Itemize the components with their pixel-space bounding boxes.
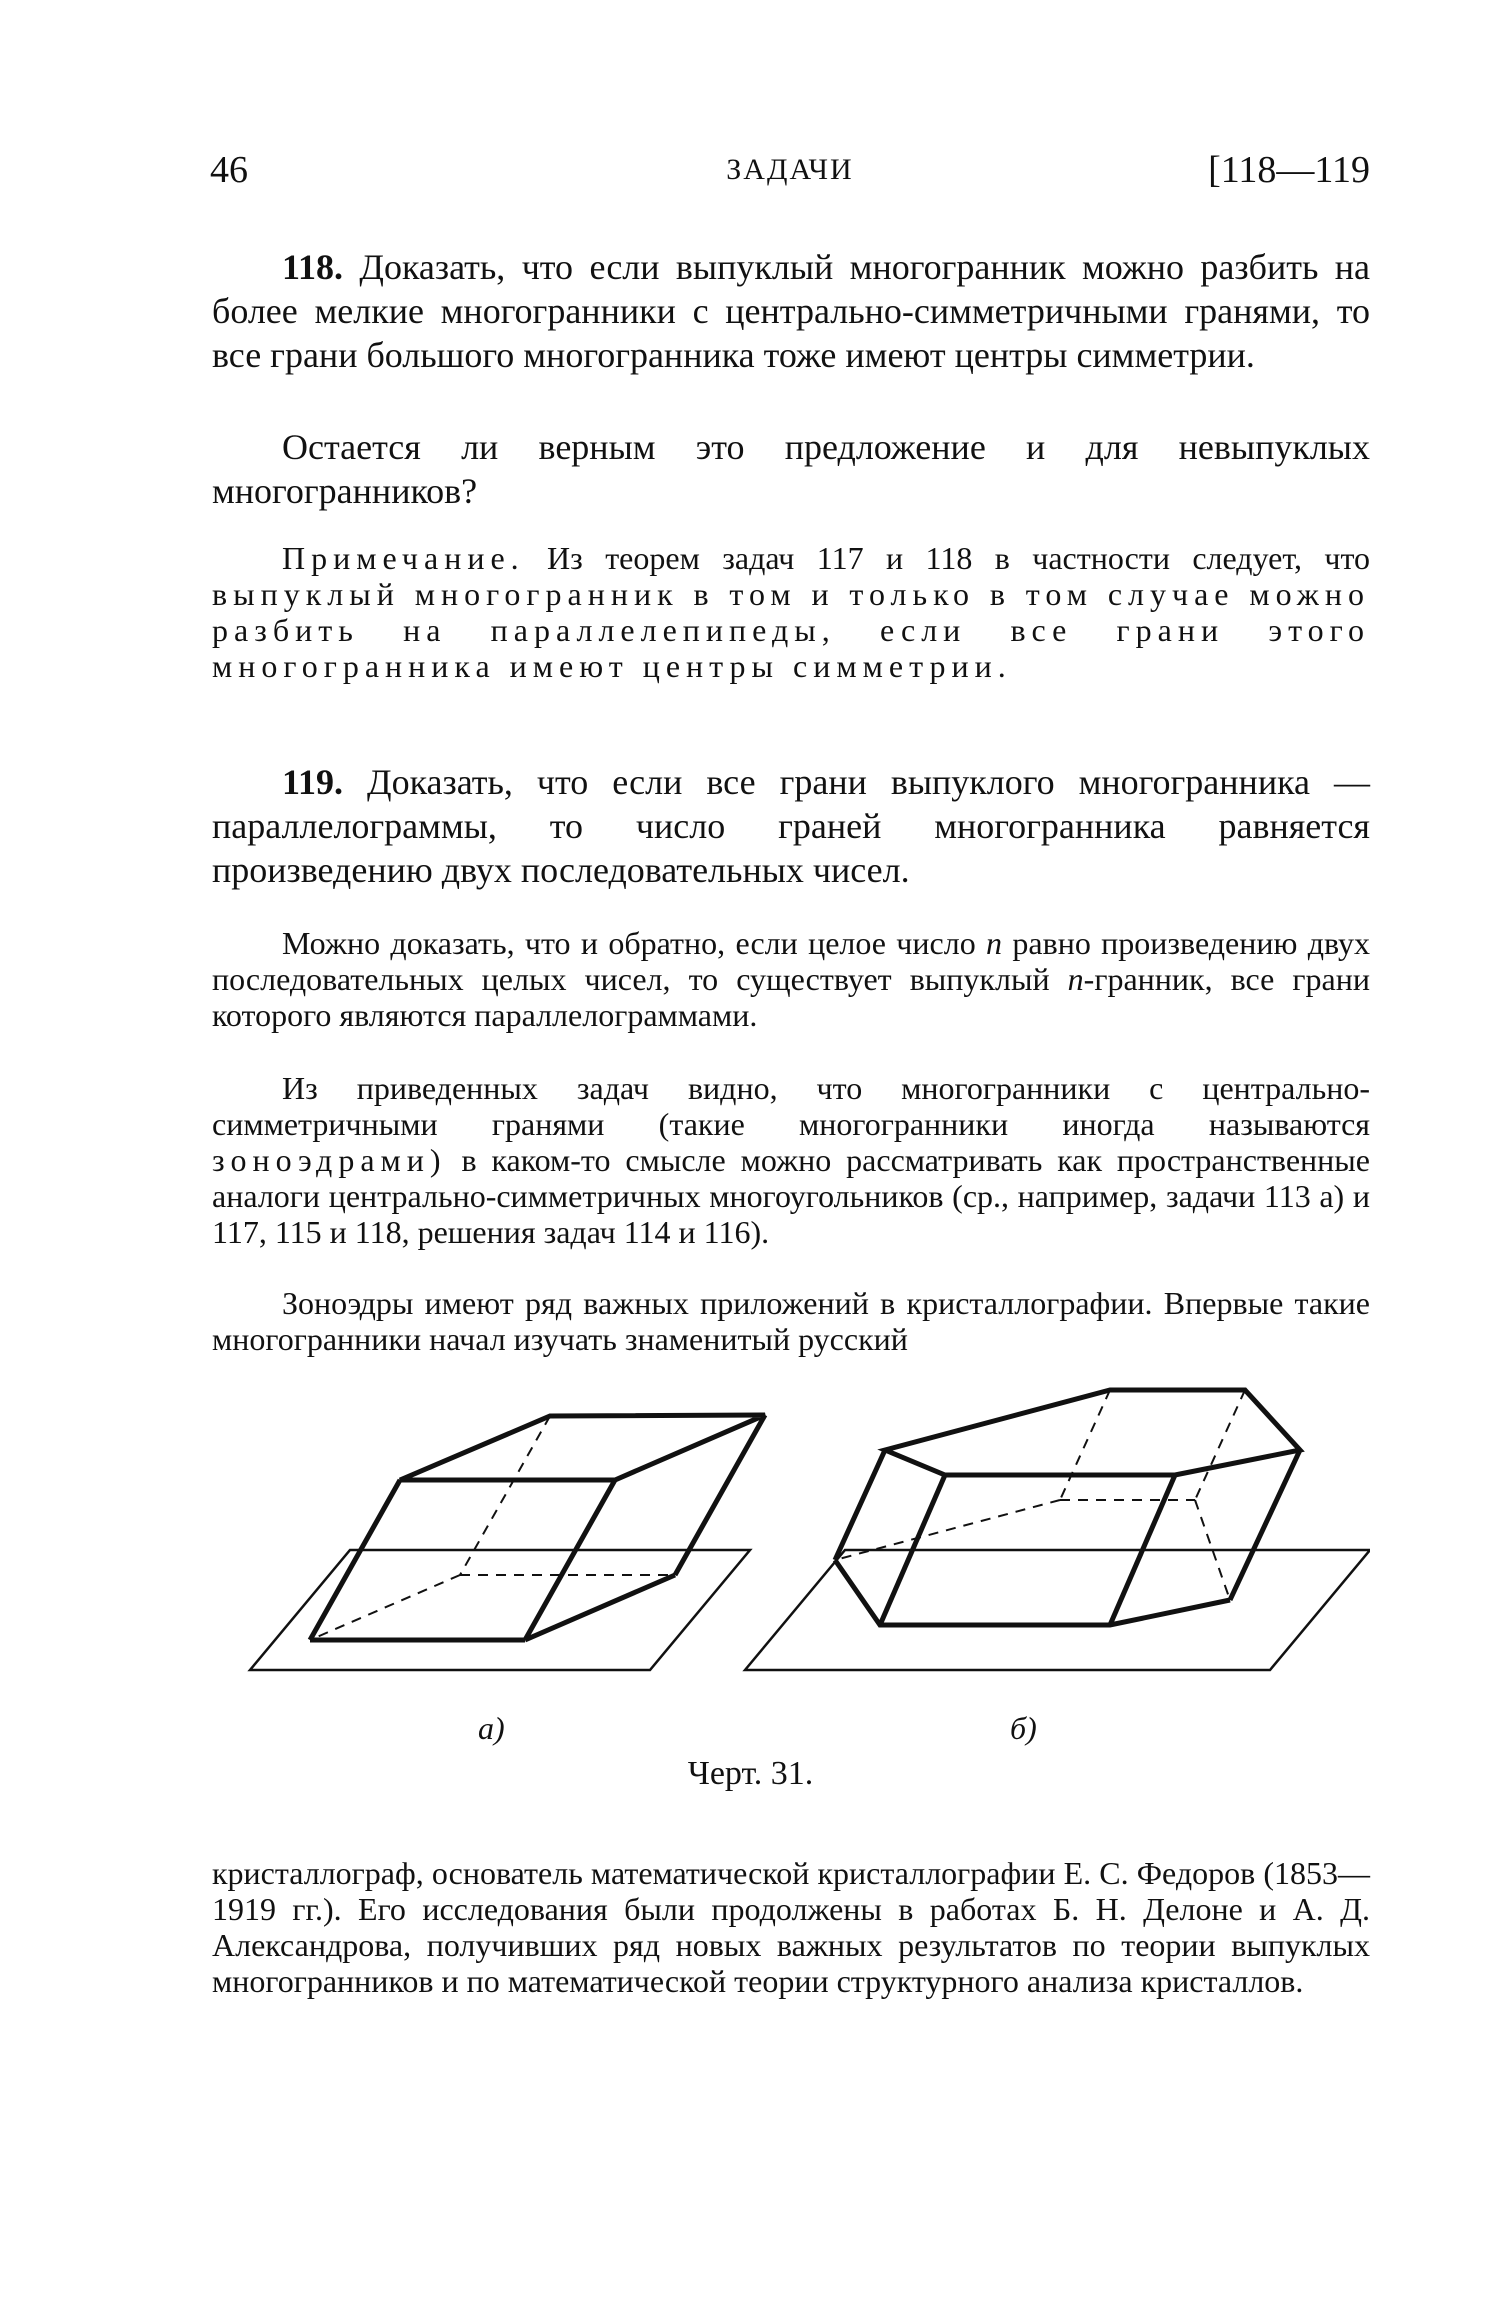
problem-text: Доказать, что если выпуклый многогранник можно разбить на более мелкие многогранники с центрально-симметричными гранями, то все грани большого многогранника тоже имеют центры симметрии. xyxy=(212,247,1370,375)
paragraph-4: кристаллограф, основатель математической кристаллографии Е. С. Федоров (1853—1919 гг.). Его исследования были продолжены в работах Б. Н. Делоне и А. Д. Александрова, получивших ряд новых важных результатов по теории выпуклых многогранников и по математической теории структурного анализа кристаллов. xyxy=(212,1855,1370,1999)
parallelepiped-a xyxy=(310,1415,765,1640)
question-text: Остается ли верным это предложение и для невыпуклых многогранников? xyxy=(212,427,1370,511)
problem-range: [118—119 xyxy=(1208,149,1370,191)
running-header xyxy=(210,140,1370,200)
zonohedron-b xyxy=(835,1390,1300,1625)
paragraph-3: Зоноэдры имеют ряд важных приложений в кристаллографии. Впервые такие многогранники начал изучать знаменитый русский xyxy=(212,1285,1370,1357)
figure-label-a: а) xyxy=(478,1710,505,1746)
figure-drawing xyxy=(240,1370,1370,1750)
paragraph-1: Можно доказать, что и обратно, если целое число n равно произведению двух последовательных целых чисел, то существует выпуклый n-гранник, все грани которого являются параллелограммами. xyxy=(212,925,1371,1033)
note-label: Примечание. xyxy=(282,540,525,576)
header-title: ЗАДАЧИ xyxy=(726,153,854,186)
figure-zonohedra xyxy=(240,1370,1370,1750)
problem-119 xyxy=(212,760,1370,892)
paragraph-2: Из приведенных задач видно, что многогранники с центрально-симметричными гранями (такие многогранники иногда называются зоноэдрами) в каком-то смысле можно рассматривать как пространственные аналоги центрально-симметричных многоугольников (ср., например, задачи 113 а) и 117, 115 и 118, решения задач 114 и 116). xyxy=(212,1070,1371,1250)
page-number: 46 xyxy=(210,149,248,191)
problem-118-question xyxy=(212,425,1370,513)
figure-caption: Черт. 31. xyxy=(687,1755,814,1792)
note xyxy=(212,540,1370,684)
problem-number: 119. xyxy=(282,762,344,802)
note-text: Из теорем задач 117 и 118 в частности следует, что xyxy=(547,540,1371,576)
note-emphasis: выпуклый многогранник в том и только в том случае можно разбить на параллелепипеды, если все грани этого многогранника имеют центры симметрии. xyxy=(212,576,1370,684)
problem-118 xyxy=(212,245,1370,377)
figure-label-b: б) xyxy=(1010,1710,1037,1746)
problem-text: Доказать, что если все грани выпуклого многогранника — параллелограммы, то число граней многогранника равняется произведению двух последовательных чисел. xyxy=(212,762,1371,890)
problem-number: 118. xyxy=(282,247,344,287)
